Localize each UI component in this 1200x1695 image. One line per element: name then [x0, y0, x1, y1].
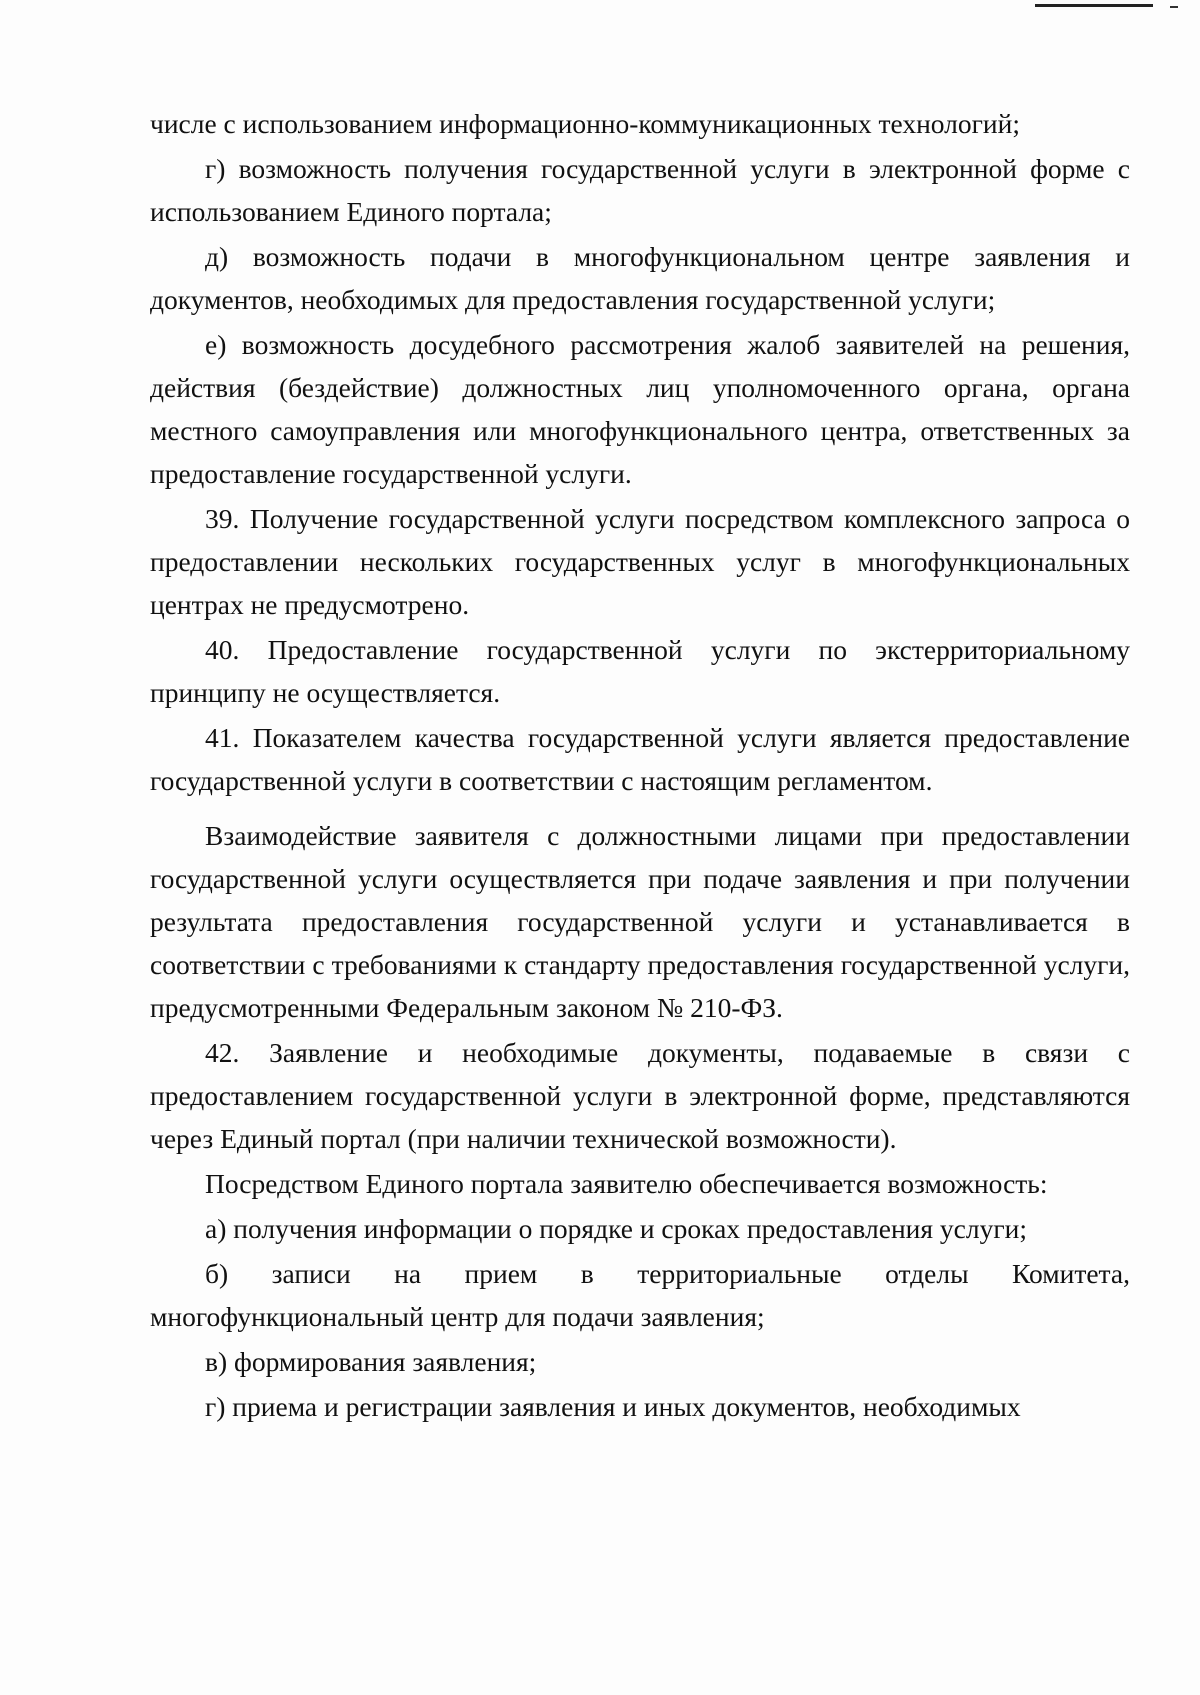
- top-rule-line: [1035, 4, 1153, 7]
- paragraph-gap: [150, 804, 1130, 814]
- paragraph-42: 42. Заявление и необходимые документы, подаваемые в связи с предоставлением государственной услуги в электронной форме, представляются через Единый портал (при наличии технической возможности).: [150, 1037, 1130, 1154]
- paragraph-item-g2: г) приема и регистрации заявления и иных документов, необходимых: [205, 1391, 1021, 1422]
- paragraph-39: 39. Получение государственной услуги посредством комплексного запроса о предоставлении нескольких государственных услуг в многофункциональных центрах не предусмотрено.: [150, 503, 1130, 620]
- document-body: [150, 102, 1130, 1428]
- paragraph-item-a: а) получения информации о порядке и сроках предоставления услуги;: [205, 1213, 1027, 1244]
- paragraph-41: 41. Показателем качества государственной услуги является предоставление государственной услуги в соответствии с настоящим регламентом.: [150, 722, 1130, 796]
- paragraph-continuation: числе с использованием информационно-коммуникационных технологий;: [150, 108, 1020, 139]
- paragraph-40: 40. Предоставление государственной услуги по экстерриториальному принципу не осуществляется.: [150, 634, 1130, 708]
- top-tick-mark: [1170, 6, 1178, 8]
- paragraph-item-b: б) записи на прием в территориальные отделы Комитета, многофункциональный центр для подачи заявления;: [150, 1258, 1130, 1332]
- paragraph-item-v: в) формирования заявления;: [205, 1346, 537, 1377]
- paragraph-interaction: Взаимодействие заявителя с должностными лицами при предоставлении государственной услуги осуществляется при подаче заявления и при получении результата предоставления государственной услуги и устанавливается в соответствии с требованиями к стандарту предоставления государственной услуги, предусмотренными Федеральным законом № 210-ФЗ.: [150, 820, 1130, 1023]
- paragraph-item-d: д) возможность подачи в многофункциональном центре заявления и документов, необходимых для предоставления государственной услуги;: [150, 241, 1130, 315]
- paragraph-item-g: г) возможность получения государственной услуги в электронной форме с использованием Единого портала;: [150, 153, 1130, 227]
- paragraph-portal: Посредством Единого портала заявителю обеспечивается возможность:: [205, 1168, 1048, 1199]
- paragraph-item-e: е) возможность досудебного рассмотрения жалоб заявителей на решения, действия (бездействие) должностных лиц уполномоченного органа, органа местного самоуправления или многофункционального центра, ответственных за предоставление государственной услуги.: [150, 329, 1130, 489]
